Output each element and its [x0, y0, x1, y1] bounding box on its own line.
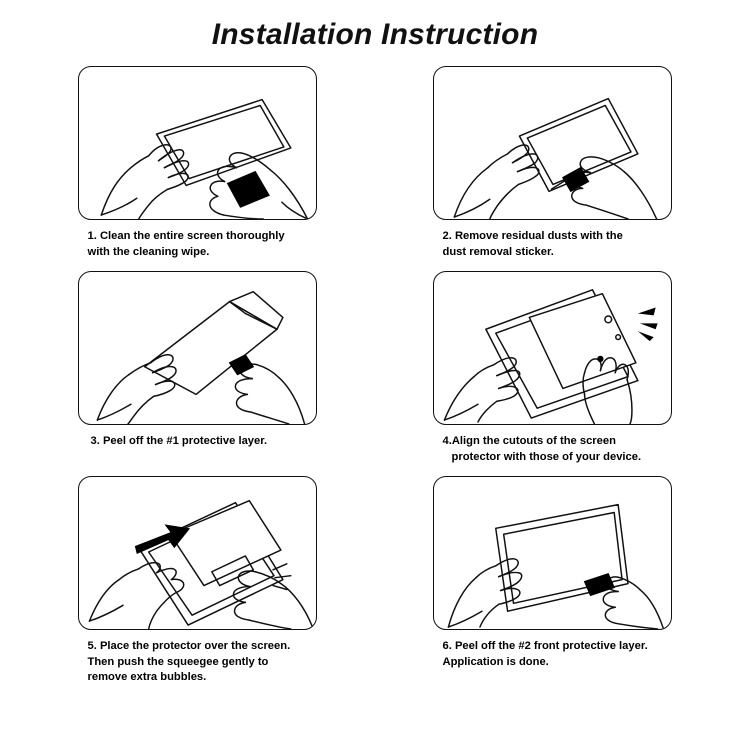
- step-2-illustration: [433, 66, 672, 220]
- step-5-caption-line-2: Then push the squeegee gently to: [87, 655, 269, 668]
- step-3-illustration: [78, 271, 317, 425]
- step-1-caption-line-1: 1. Clean the entire screen thoroughly: [87, 230, 285, 242]
- step-1-caption: [82, 229, 314, 261]
- step-4-caption: [437, 434, 669, 466]
- step-2: [383, 66, 722, 261]
- step-6-caption-line-1: 6. Peel off the #2 front protective layer.: [442, 639, 648, 652]
- step-6-caption-line-2: Application is done.: [442, 655, 549, 668]
- step-2-caption-line-1: 2. Remove residual dusts with the: [442, 230, 623, 242]
- step-6-caption: [437, 639, 669, 671]
- steps-grid: [0, 66, 750, 686]
- step-1: [28, 66, 367, 261]
- step-5-illustration: [78, 476, 317, 630]
- step-6: [383, 476, 722, 687]
- step-3-caption-line-1: 3. Peel off the #1 protective layer.: [90, 434, 268, 447]
- step-1-caption-line-2: with the cleaning wipe.: [87, 245, 210, 258]
- step-5-caption-line-3: remove extra bubbles.: [87, 671, 207, 684]
- step-4-illustration: [433, 271, 672, 425]
- page-title: Installation Instruction: [211, 18, 539, 51]
- step-2-caption-line-2: dust removal sticker.: [442, 245, 554, 258]
- step-5: [28, 476, 367, 687]
- step-1-illustration: [78, 66, 317, 220]
- step-3: [28, 271, 367, 466]
- step-4-caption-line-2: protector with those of your device.: [451, 450, 642, 463]
- step-5-caption: [82, 639, 314, 687]
- step-3-caption: [82, 434, 314, 450]
- step-4-caption-line-1: 4.Align the cutouts of the screen: [442, 434, 616, 447]
- step-6-illustration: [433, 476, 672, 630]
- step-2-caption: [437, 229, 669, 261]
- step-5-caption-line-1: 5. Place the protector over the screen.: [87, 639, 291, 652]
- step-4: [383, 271, 722, 466]
